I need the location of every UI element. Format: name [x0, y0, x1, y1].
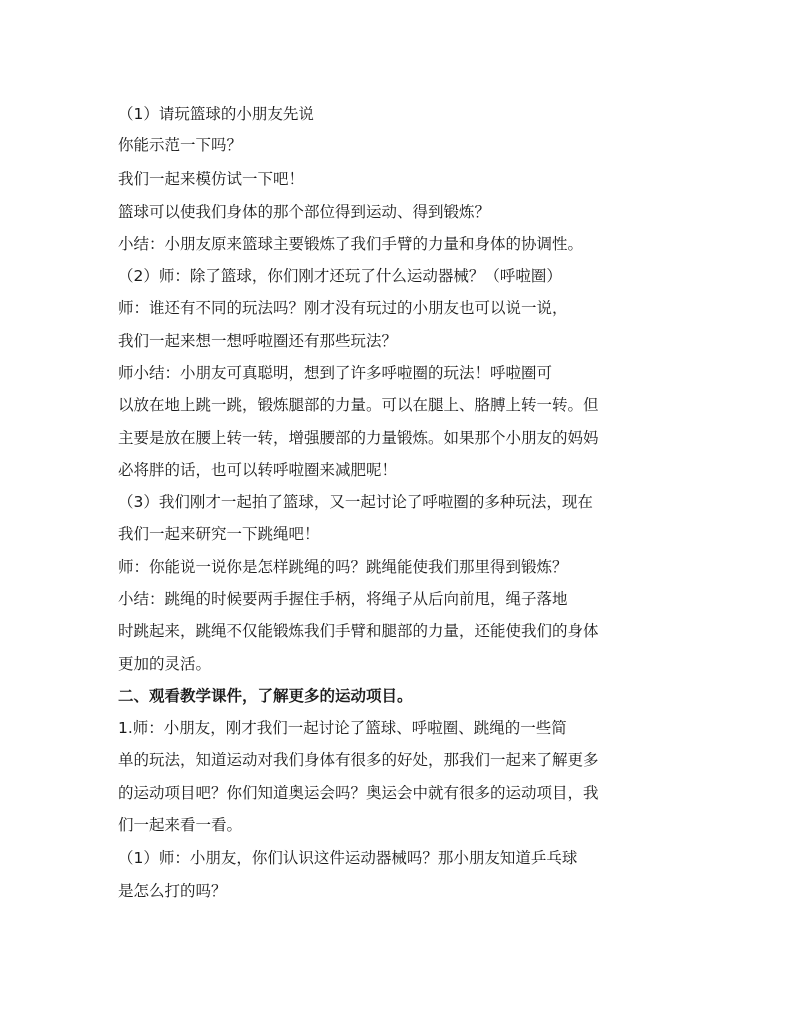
text-line-7: 师：谁还有不同的玩法吗？刚才没有玩过的小朋友也可以说一说， — [118, 299, 568, 317]
text-line-5: 小结：小朋友原来篮球主要锻炼了我们手臂的力量和身体的协调性。 — [118, 235, 584, 253]
text-line-16: 小结：跳绳的时候要两手握住手柄，将绳子从后向前甩，绳子落地 — [118, 590, 568, 608]
text-line-14: 我们一起来研究一下跳绳吧！ — [118, 525, 320, 543]
text-line-13: （3）我们刚才一起拍了篮球，又一起讨论了呼啦圈的多种玩法，现在 — [118, 493, 593, 511]
text-line-24: （1）师：小朋友，你们认识这件运动器械吗？那小朋友知道乒乓球 — [118, 849, 578, 867]
text-line-15: 师：你能说一说你是怎样跳绳的吗？跳绳能使我们那里得到锻炼？ — [118, 558, 568, 576]
text-line-2: 你能示范一下吗？ — [118, 136, 243, 154]
text-line-25: 是怎么打的吗？ — [118, 882, 227, 900]
text-line-11: 主要是放在腰上转一转，增强腰部的力量锻炼。如果那个小朋友的妈妈 — [118, 429, 599, 447]
text-line-4: 篮球可以使我们身体的那个部位得到运动、得到锻炼？ — [118, 203, 491, 221]
text-line-22: 的运动项目吧？你们知道奥运会吗？奥运会中就有很多的运动项目，我 — [118, 784, 599, 802]
text-line-21: 单的玩法，知道运动对我们身体有很多的好处，那我们一起来了解更多 — [118, 751, 599, 769]
text-line-20: 1.师：小朋友，刚才我们一起讨论了篮球、呼啦圈、跳绳的一些简 — [118, 719, 567, 737]
text-line-10: 以放在地上跳一跳，锻炼腿部的力量。可以在腿上、胳膊上转一转。但 — [118, 396, 599, 414]
text-line-3: 我们一起来模仿试一下吧！ — [118, 170, 305, 188]
text-line-6: （2）师：除了篮球，你们刚才还玩了什么运动器械？（呼啦圈） — [118, 267, 562, 285]
text-line-18: 更加的灵活。 — [118, 655, 212, 673]
text-line-8: 我们一起来想一想呼啦圈还有那些玩法？ — [118, 332, 398, 350]
text-line-17: 时跳起来，跳绳不仅能锻炼我们手臂和腿部的力量，还能使我们的身体 — [118, 622, 599, 640]
text-line-1: （1）请玩篮球的小朋友先说 — [118, 105, 314, 123]
text-line-9: 师小结：小朋友可真聪明，想到了许多呼啦圈的玩法！呼啦圈可 — [118, 364, 553, 382]
text-line-23: 们一起来看一看。 — [118, 816, 243, 834]
text-line-12: 必将胖的话，也可以转呼啦圈来减肥呢！ — [118, 461, 398, 479]
section-heading: 二、观看教学课件，了解更多的运动项目。 — [118, 687, 413, 705]
